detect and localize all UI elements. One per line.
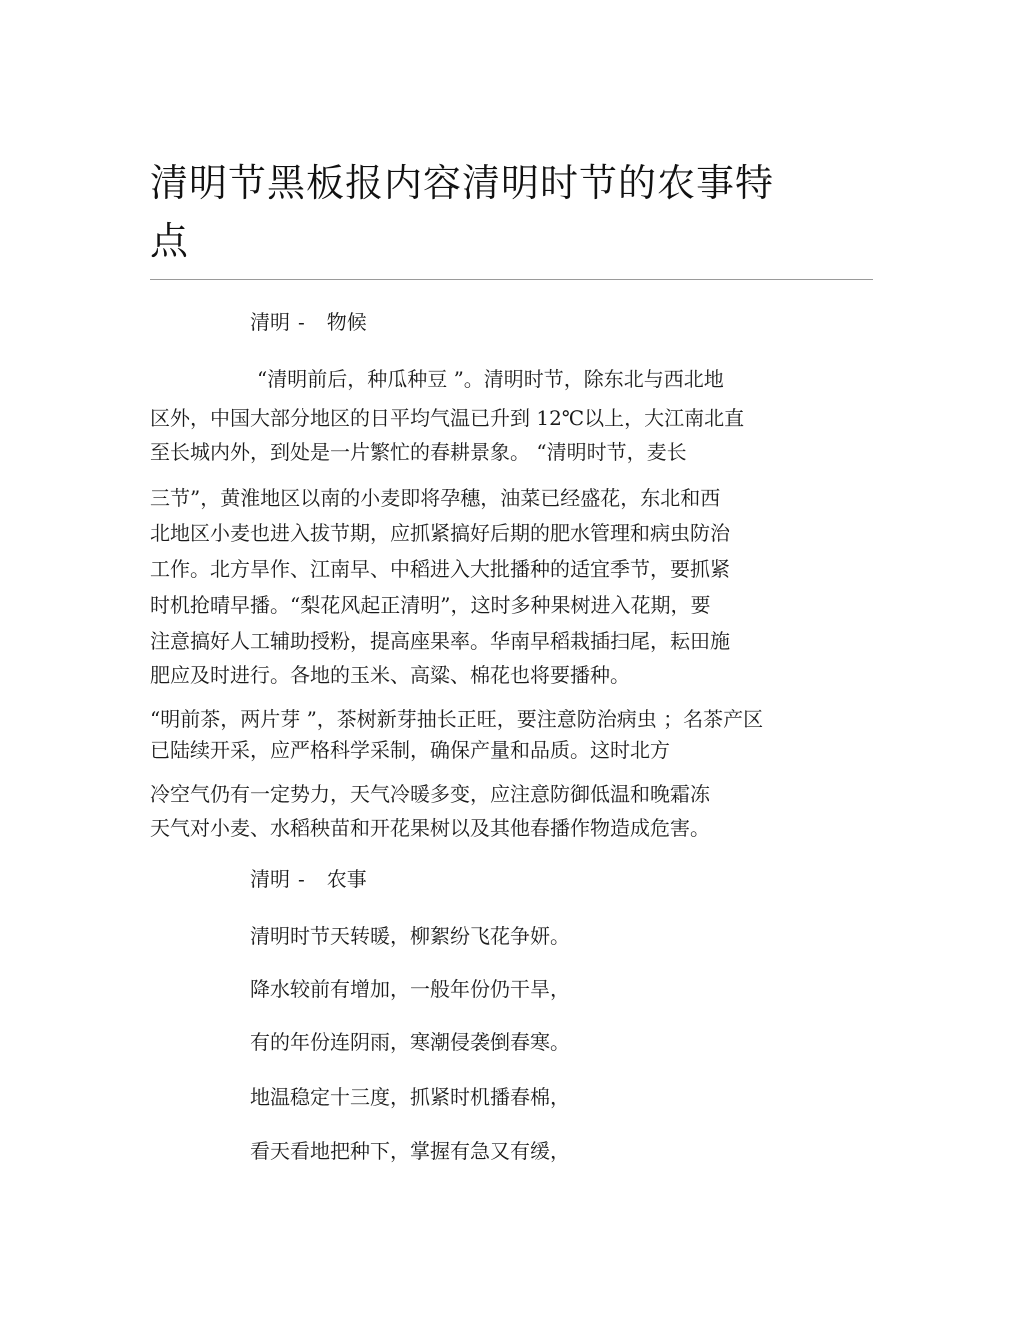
paragraph-line: 时机抢晴早播。“梨花风起正清明”，这时多种果树进入花期，要 xyxy=(150,593,711,617)
paragraph-line: 北地区小麦也进入拔节期，应抓紧搞好后期的肥水管理和病虫防治 xyxy=(150,521,730,545)
verse-line: 降水较前有增加，一般年份仍干旱， xyxy=(250,977,570,1001)
paragraph-line: 区外，中国大部分地区的日平均气温已升到 12℃以上，大江南北直 xyxy=(150,406,745,430)
verse-line: 地温稳定十三度，抓紧时机播春棉， xyxy=(250,1085,570,1109)
verse-line: 看天看地把种下，掌握有急又有缓， xyxy=(250,1139,570,1163)
section-heading-farming xyxy=(250,866,367,892)
section-heading-topic: 物候 xyxy=(326,310,367,334)
paragraph-line: 至长城内外，到处是一片繁忙的春耕景象。 “清明时节，麦长 xyxy=(150,440,687,464)
paragraph-line: “清明前后，种瓜种豆 ”。清明时节，除东北与西北地 xyxy=(257,367,724,391)
section-heading-separator: - xyxy=(298,310,305,334)
document-title xyxy=(150,154,870,270)
section-heading-topic: 农事 xyxy=(326,867,367,891)
title-line-2: 点 xyxy=(150,219,190,263)
paragraph-line: 冷空气仍有一定势力，天气冷暖多变，应注意防御低温和晚霜冻 xyxy=(150,782,710,806)
verse-line: 有的年份连阴雨，寒潮侵袭倒春寒。 xyxy=(250,1030,570,1054)
section-heading-phenology xyxy=(250,309,367,335)
title-divider xyxy=(150,279,873,280)
title-line-1: 清明节黑板报内容清明时节的农事特 xyxy=(150,161,775,205)
paragraph-line: 注意搞好人工辅助授粉，提高座果率。华南早稻栽插扫尾，耘田施 xyxy=(150,629,730,653)
paragraph-line: 工作。北方旱作、江南早、中稻进入大批播种的适宜季节，要抓紧 xyxy=(150,557,730,581)
verse-line: 清明时节天转暖，柳絮纷飞花争妍。 xyxy=(250,924,570,948)
section-heading-label: 清明 xyxy=(250,867,290,891)
paragraph-line: 已陆续开采，应严格科学采制，确保产量和品质。这时北方 xyxy=(150,738,670,762)
section-heading-separator: - xyxy=(298,867,305,891)
paragraph-line: 天气对小麦、水稻秧苗和开花果树以及其他春播作物造成危害。 xyxy=(150,816,710,840)
paragraph-line: 三节”，黄淮地区以南的小麦即将孕穗，油菜已经盛花，东北和西 xyxy=(150,486,721,510)
section-heading-label: 清明 xyxy=(250,310,290,334)
paragraph-line: “明前茶，两片芽 ”，茶树新芽抽长正旺，要注意防治病虫 ；名茶产区 xyxy=(150,707,764,731)
paragraph-line: 肥应及时进行。各地的玉米、高粱、棉花也将要播种。 xyxy=(150,663,630,687)
